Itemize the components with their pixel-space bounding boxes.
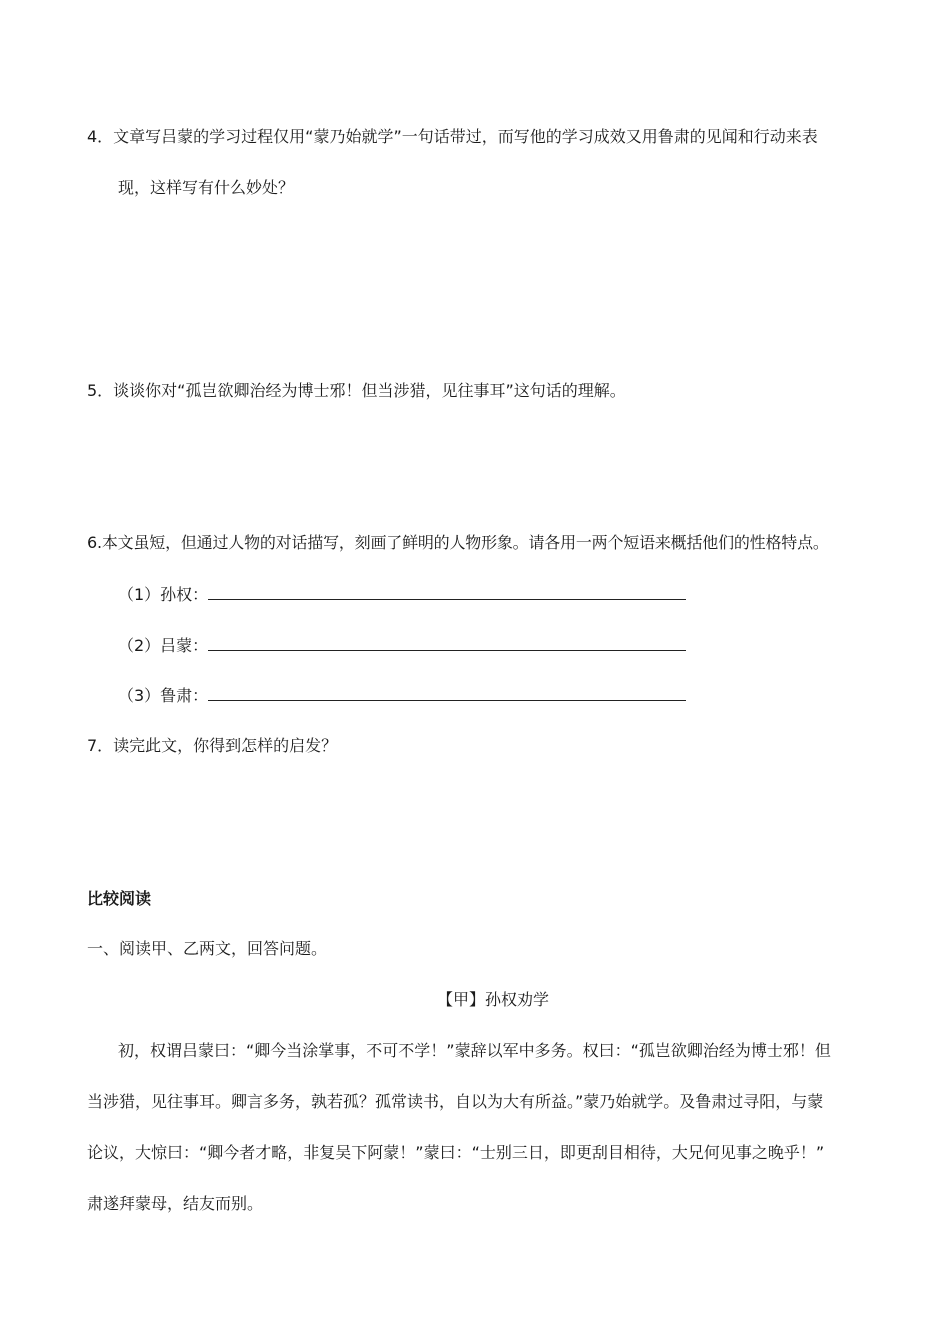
question-6-item-lusu [118, 684, 686, 707]
question-5: 5．谈谈你对“孤岂欲卿治经为博士邪！但当涉猎，见往事耳”这句话的理解。 [87, 381, 626, 400]
question-7: 7．读完此文，你得到怎样的启发？ [87, 736, 338, 755]
question-6: 6.本文虽短，但通过人物的对话描写，刻画了鲜明的人物形象。请各用一两个短语来概括他们的性格特点。 [87, 533, 829, 552]
question-4-line-1: 4．文章写吕蒙的学习过程仅用“蒙乃始就学”一句话带过，而写他的学习成效又用鲁肃的见闻和行动来表 [87, 127, 818, 146]
section-heading: 比较阅读 [87, 889, 152, 908]
passage-title: 【甲】孙权劝学 [437, 990, 550, 1009]
passage-line-1: 初，权谓吕蒙曰：“卿今当涂掌事，不可不学！”蒙辞以军中多务。权曰：“孤岂欲卿治经为博士邪！但 [118, 1041, 831, 1060]
question-6-item-lvmeng [118, 634, 686, 657]
passage-line-2: 当涉猎，见往事耳。卿言多务，孰若孤？孤常读书，自以为大有所益。”蒙乃始就学。及鲁肃过寻阳，与蒙 [87, 1092, 824, 1111]
answer-blank[interactable] [208, 684, 686, 701]
answer-blank[interactable] [208, 583, 686, 600]
passage-line-3: 论议，大惊曰：“卿今者才略，非复吴下阿蒙！”蒙曰：“士别三日，即更刮目相待，大兄何见事之晚乎！” [87, 1143, 825, 1162]
item-label: （1）孙权： [118, 585, 209, 604]
question-4-line-2: 现，这样写有什么妙处？ [118, 178, 295, 197]
section-intro: 一、阅读甲、乙两文，回答问题。 [87, 939, 328, 958]
answer-blank[interactable] [208, 634, 686, 651]
item-label: （3）鲁肃： [118, 686, 209, 705]
passage-line-4: 肃遂拜蒙母，结友而别。 [87, 1194, 264, 1213]
question-6-item-sunquan [118, 583, 686, 606]
item-label: （2）吕蒙： [118, 636, 209, 655]
